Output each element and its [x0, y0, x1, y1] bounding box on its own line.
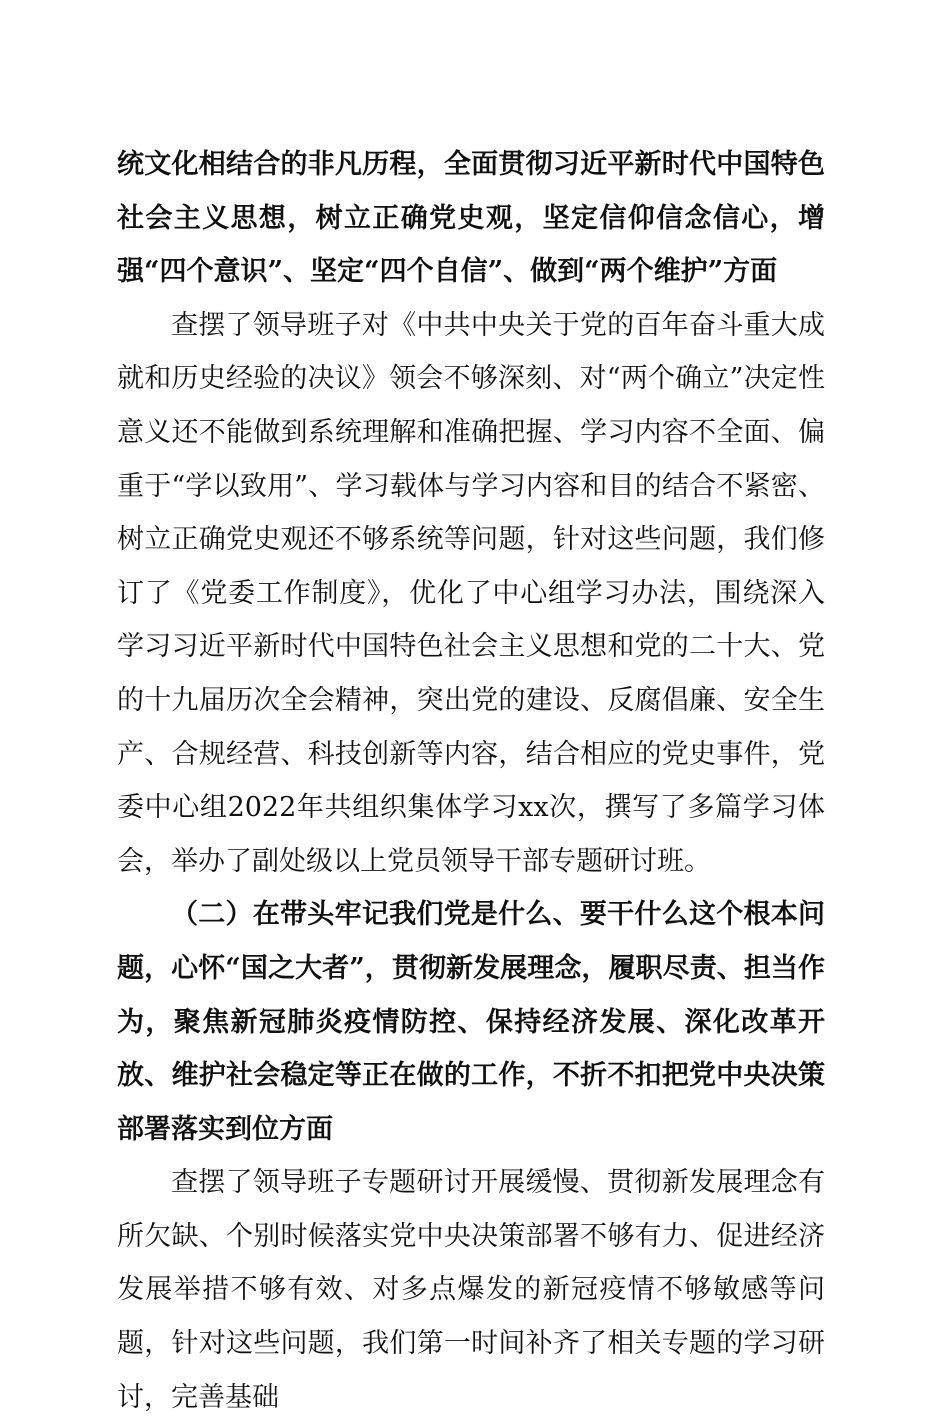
body-paragraph-study: 查摆了领导班子对《中共中央关于党的百年奋斗重大成就和历史经验的决议》领会不够深刻、对“两个确立”决定性意义还不能做到系统理解和准确把握、学习内容不全面、偏重于“学以致用”、学习载体与学习内容和目的结合不紧密、树立正确党史观还不够系统等问题，针对这些问题，我们修订了《党委工作制度》，优化了中心组学习办法，围绕深入学习习近平新时代中国特色社会主义思想和党的二十大、党的十九届历次全会精神，突出党的建设、反腐倡廉、安全生产、合规经营、科技创新等内容，结合相应的党史事件，党委中心组2022年共组织集体学习xx次，撰写了多篇学习体会，举办了副处级以上党员领导干部专题研讨班。 — [117, 309, 825, 877]
section-heading-continued: 统文化相结合的非凡历程，全面贯彻习近平新时代中国特色社会主义思想，树立正确党史观，坚定信仰信念信心，增强“四个意识”、坚定“四个自信”、做到“两个维护”方面 — [117, 149, 825, 288]
document-page — [117, 138, 825, 1424]
section-heading-two: （二）在带头牢记我们党是什么、要干什么这个根本问题，心怀“国之大者”，贯彻新发展理念，履职尽责、担当作为，聚焦新冠肺炎疫情防控、保持经济发展、深化改革开放、维护社会稳定等正在做的工作，不折不扣把党中央决策部署落实到位方面 — [117, 899, 825, 1145]
body-paragraph-implementation: 查摆了领导班子专题研讨开展缓慢、贯彻新发展理念有所欠缺、个别时候落实党中央决策部署不够有力、促进经济发展举措不够有效、对多点爆发的新冠疫情不够敏感等问题，针对这些问题，我们第一时间补齐了相关专题的学习研讨，完善基础 — [117, 1167, 825, 1413]
